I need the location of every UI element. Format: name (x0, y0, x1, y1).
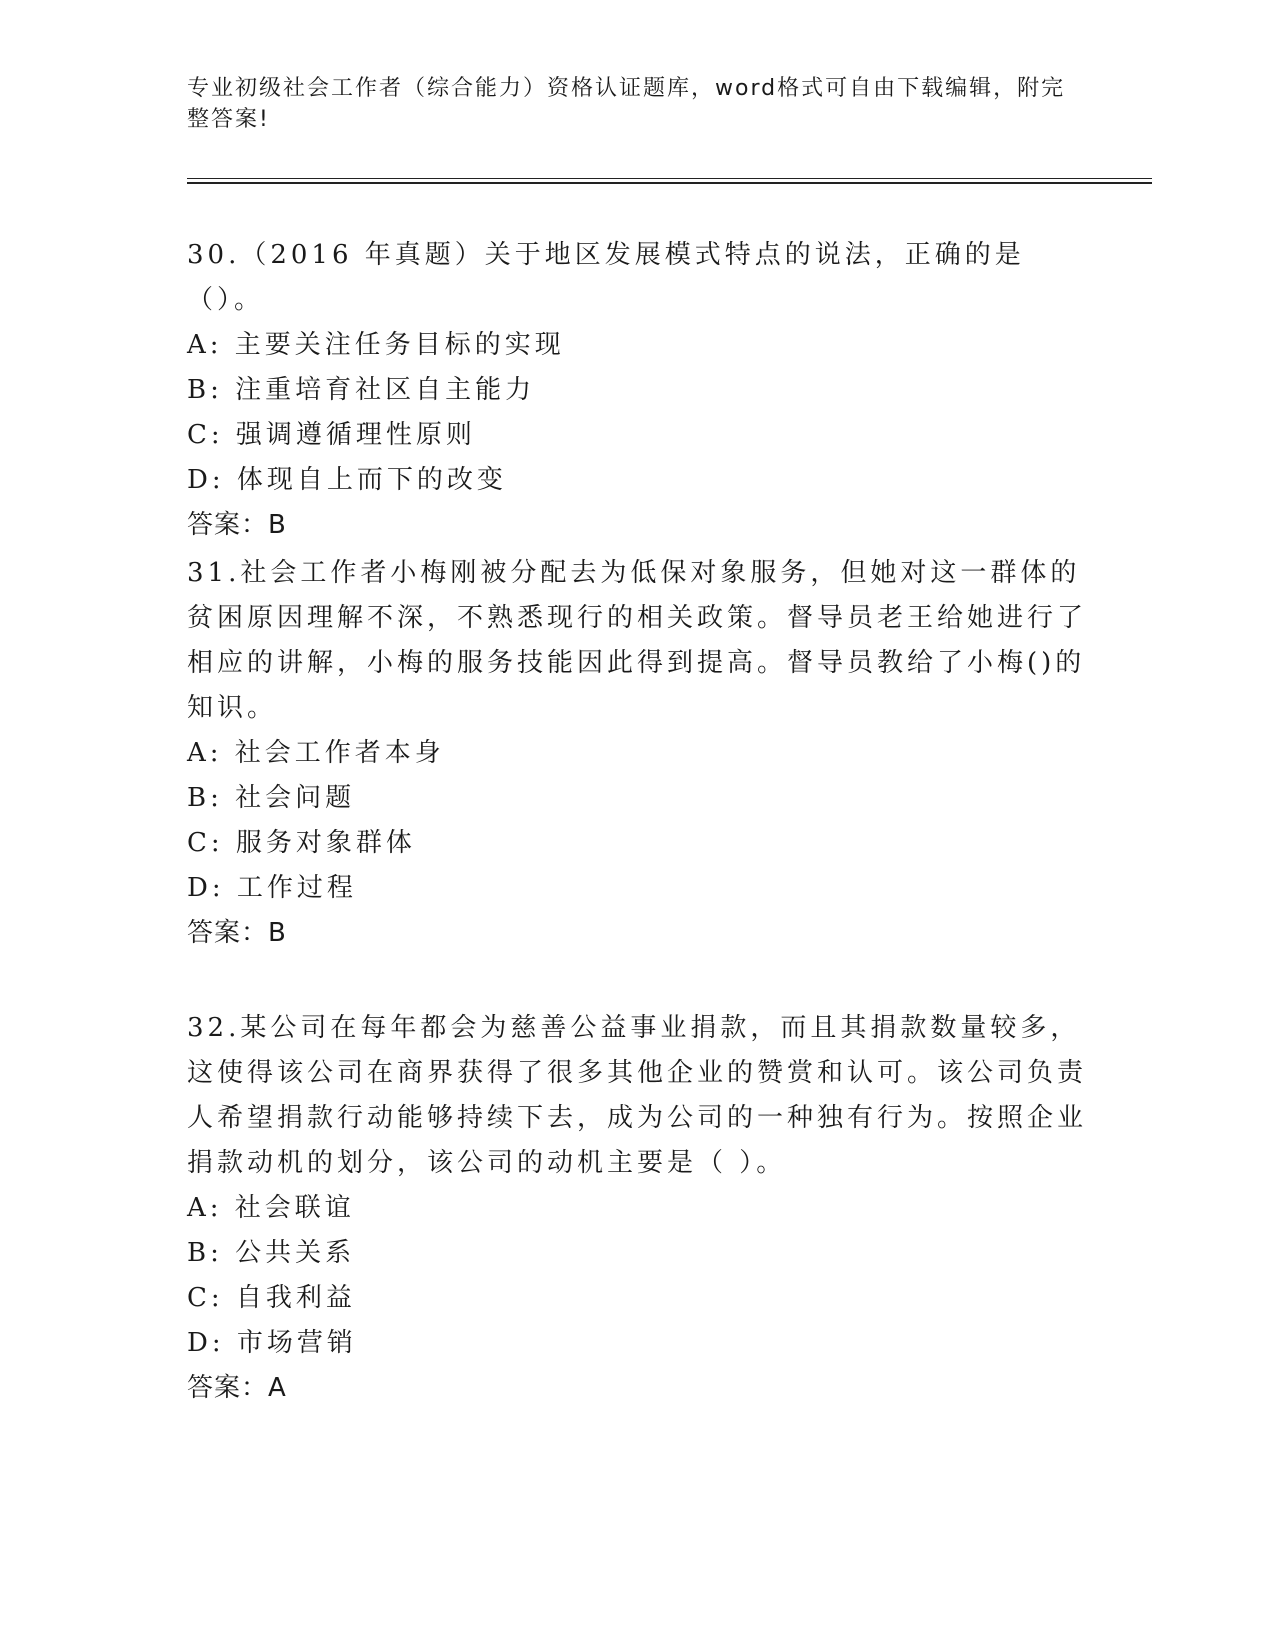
option-a: A: 社会工作者本身 (187, 738, 445, 768)
answer: 答案：B (187, 510, 287, 540)
question-stem: 31.社会工作者小梅刚被分配去为低保对象服务，但她对这一群体的贫困原因理解不深，不熟悉现行的相关政策。督导员老王给她进行了相应的讲解，小梅的服务技能因此得到提高。督导员教给了小梅()的知识。 (187, 558, 1088, 723)
option-a: A: 社会联谊 (187, 1193, 355, 1223)
question-stem: 32.某公司在每年都会为慈善公益事业捐款，而且其捐款数量较多，这使得该公司在商界获得了很多其他企业的赞赏和认可。该公司负责人希望捐款行动能够持续下去，成为公司的一种独有行为。按照企业捐款动机的划分，该公司的动机主要是（ ）。 (187, 1013, 1088, 1178)
header-divider-top (187, 178, 1152, 179)
option-d: D: 工作过程 (187, 873, 357, 903)
option-c: C: 自我利益 (187, 1283, 356, 1313)
answer: 答案：A (187, 1373, 287, 1403)
option-c: C: 服务对象群体 (187, 828, 416, 858)
question-32 (187, 1006, 1087, 1411)
option-b: B: 社会问题 (187, 783, 356, 813)
option-d: D: 市场营销 (187, 1328, 357, 1358)
question-30 (187, 233, 1087, 548)
document-header: 专业初级社会工作者（综合能力）资格认证题库，word格式可自由下载编辑，附完整答案! (187, 76, 1066, 132)
option-a: A: 主要关注任务目标的实现 (187, 330, 565, 360)
option-d: D: 体现自上而下的改变 (187, 465, 507, 495)
header-divider-bottom (187, 182, 1152, 184)
answer: 答案：B (187, 918, 287, 948)
option-b: B: 注重培育社区自主能力 (187, 375, 536, 405)
option-c: C: 强调遵循理性原则 (187, 420, 476, 450)
question-stem: 30.（2016 年真题）关于地区发展模式特点的说法，正确的是（）。 (187, 240, 1025, 315)
question-31 (187, 551, 1087, 956)
option-b: B: 公共关系 (187, 1238, 356, 1268)
